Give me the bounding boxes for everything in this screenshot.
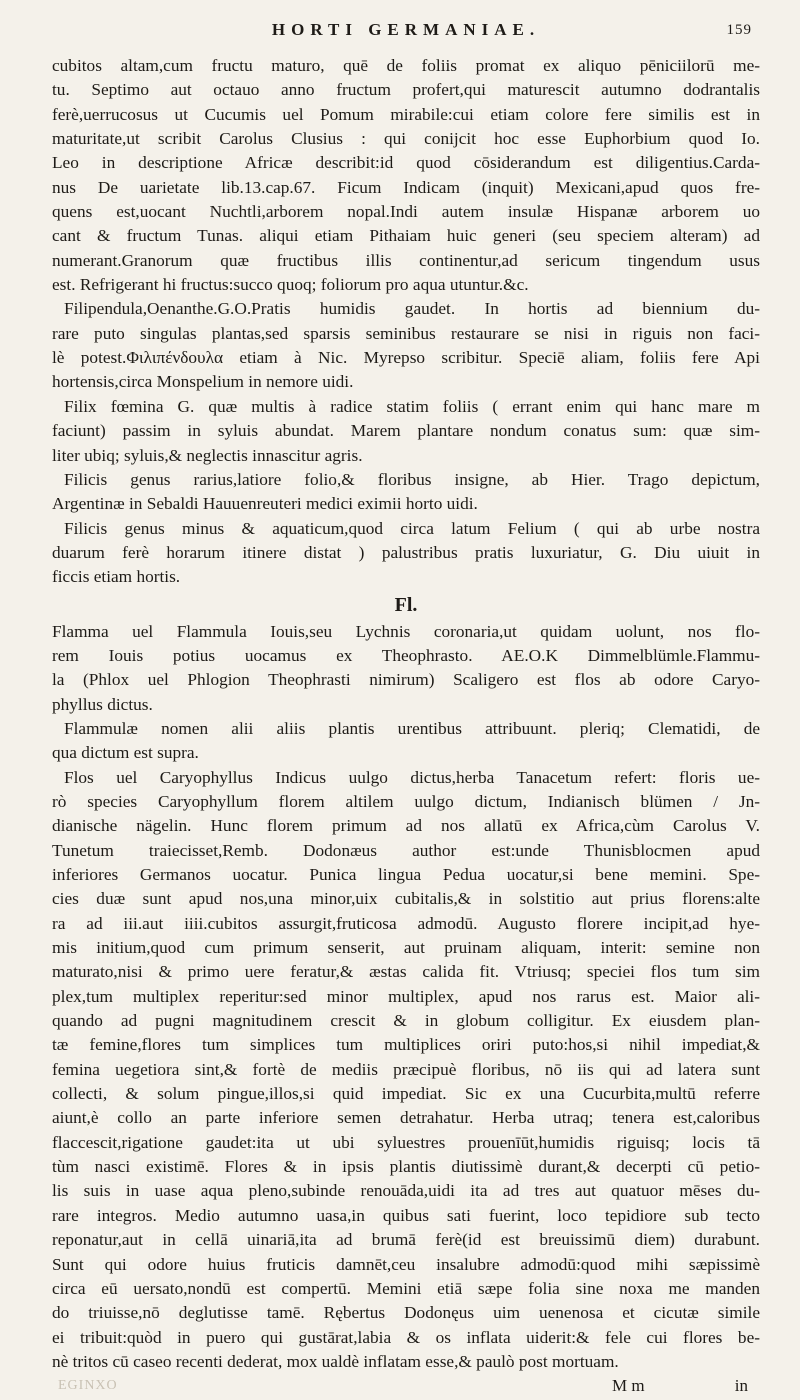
text-line: femina uegetiora sint,& fortè de mediis præcipuè floribus, nō iis qui ad latera sunt [52, 1059, 760, 1079]
text-line: qua dictum est supra. [52, 743, 199, 763]
text-line: faciunt) passim in syluis abundat. Marem plantare nondum conatus sum: quæ sim- [52, 421, 760, 441]
text-line: rare puto singulas plantas,sed sparsis seminibus restaurare se nisi in riguis non faci- [52, 323, 760, 343]
text-line: Filicis genus minus & aquaticum,quod circa latum Felium ( qui ab urbe nostra [64, 518, 760, 538]
text-line: lè potest.Φιλιπένδουλα etiam à Nic. Myrepso scribitur. Speciē aliam, foliis fere Api [52, 348, 760, 368]
text-line: nè tritos cū caseo recenti dederat, mox ualdè inflatam esse,& paulò post mortuam. [52, 1351, 619, 1371]
signature-mark: M m [612, 1376, 645, 1396]
text-line: cant & fructum Tunas. aliqui etiam Pithaiam huic generi (seu speciem alteram) ad [52, 226, 760, 246]
page-footer [52, 1376, 760, 1400]
text-line: tu. Septimo aut octauo anno fructum profert,qui maturescit autumno dodrantalis [52, 80, 760, 100]
text-line: est. Refrigerant hi fructus:succo quoq; foliorum pro aqua utuntur.&c. [52, 275, 529, 295]
text-line: inferiores Germanos uocatur. Punica lingua Pedua uocatur,si bene memini. Spe- [52, 865, 760, 884]
text-line: liter ubiq; syluis,& neglectis innascitur agris. [52, 445, 363, 465]
text-line: tùm nasci existimē. Flores & in ipsis plantis diutissimè durant,& decerpti cū petio- [52, 1157, 760, 1177]
text-line: cies duæ sunt apud nos,una minor,uix cubitalis,& in solstitio aut prius florens:alte [52, 889, 760, 909]
text-line: maturato,nisi & primo uere feratur,& æstas calida fit. Vtriusq; speciei flos tum sim [52, 962, 760, 982]
text-line: rem Iouis potius uocamus ex Theophrasto. AE.O.K Dimmelblümle.Flammu- [52, 645, 760, 665]
text-line: ra ad iii.aut iiii.cubitos assurgit,fruticosa admodū. Augusto florere incipit,ad hye- [52, 913, 760, 933]
running-title: HORTI GERMANIAE. [271, 20, 541, 39]
text-line: tæ femine,flores tum simplices tum multiplices oriri puto:hos,si nihil impediat,& [52, 1035, 760, 1055]
text-line: Filicis genus rarius,latiore folio,& floribus insigne, ab Hier. Trago depictum, [64, 469, 760, 489]
text-line: cubitos altam,cum fructu maturo, quē de foliis promat ex aliquo pēniciilorū me- [52, 56, 760, 75]
text-line: Filipendula,Oenanthe.G.O.Pratis humidis gaudet. In hortis ad biennium du- [64, 299, 760, 319]
text-line: rare integros. Medio autumno uasa,in quibus sati fuerint, loco tepidiore sub tecto [52, 1205, 760, 1225]
text-line: do triuisse,nō deglutisse tamē. Rębertus Dodonęus uim uenenosa et cicutæ simile [52, 1303, 760, 1323]
body-text [52, 54, 760, 1374]
text-line: collecti, & solum pingue,illos,si quid impediat. Sic ex una Cucurbita,multū referre [52, 1084, 760, 1104]
text-line: Flos uel Caryophyllus Indicus uulgo dictus,herba Tanacetum refert: floris ue- [64, 767, 760, 787]
text-line: mis initium,quod cum primum senserit, aut pruinam aliquam, interit: semine non [52, 938, 760, 958]
text-line: circa eū uersato,nondū est compertū. Memini etiā sæpe folia sine noxa me manden [52, 1278, 760, 1298]
text-line: Tunetum traiecisset,Remb. Dodonæus author est:unde Thunisblocmen apud [52, 840, 760, 860]
running-header [52, 20, 760, 54]
text-line: Filix fœmina G. quæ multis à radice statim foliis ( errant enim qui hanc mare m [64, 396, 760, 416]
text-line: rò species Caryophyllum florem altilem uulgo dictum, Indianisch blümen / Jn- [52, 791, 760, 811]
text-line: numerant.Granorum quæ fructibus illis continentur,ad sericum tingendum usus [52, 250, 760, 270]
library-stamp: EGINXO [58, 1378, 118, 1394]
text-line: phyllus dictus. [52, 694, 153, 714]
section-heading: Fl. [394, 593, 418, 616]
text-line: lis suis in uase aqua pleno,subinde renouāda,uidi ita ad tres aut quatuor mēses du- [52, 1181, 760, 1201]
text-line: ei tribuit:quòd in puero qui gustārat,labia & os inflata uiderit:& fele cui flores be- [52, 1327, 760, 1347]
text-line: hortensis,circa Monspelium in nemore uidi. [52, 372, 354, 392]
text-line: Sunt qui odore huius fruticis damnēt,ceu insalubre admodū:quod mihi sæpissimè [52, 1254, 760, 1274]
text-block-flamma-flos [52, 620, 760, 1375]
text-line: plex,tum multiplex reperitur:sed minor multiplex, apud nos rarus est. Maior ali- [52, 986, 760, 1006]
text-block-filipendula-filix [52, 54, 760, 590]
text-line: quando ad pugni magnitudinem crescit & in globum colligitur. Ex eiusdem plan- [52, 1011, 760, 1031]
text-line: nus De uarietate lib.13.cap.67. Ficum Indicam (inquit) Mexicani,apud quos fre- [52, 177, 760, 197]
text-line: Flammulæ nomen alii aliis plantis urentibus attribuunt. pleriq; Clematidi, de [64, 718, 760, 738]
text-line: dianische nägelin. Hunc florem primum ad nos allatū ex Africa,cùm Carolus V. [52, 816, 760, 836]
text-line: Flamma uel Flammula Iouis,seu Lychnis coronaria,ut quidam uolunt, nos flo- [52, 621, 760, 641]
text-line: aiunt,è collo an parte inferiore semen detrahatur. Herba utraq; tenera est,caloribus [52, 1108, 760, 1128]
text-line: Argentinæ in Sebaldi Hauuenreuteri medici eximii horto uidi. [52, 494, 478, 514]
text-line: ficcis etiam hortis. [52, 567, 181, 587]
text-line: la (Phlox uel Phlogion Theophrasti nimirum) Scaligero est flos ab odore Caryo- [52, 670, 760, 690]
catchword: in [734, 1376, 748, 1396]
text-line: reponatur,aut in cellā uinariā,ita ad brumā ferè(id est breuissimū diem) durabunt. [52, 1230, 760, 1250]
text-line: ferè,uerrucosus ut Cucumis uel Pomum mirabile:cui etiam colore fere similis est in [52, 104, 760, 124]
text-line: Leo in descriptione Africæ describit:id quod cōsiderandum est diligentius.Carda- [52, 153, 760, 173]
text-line: maturitate,ut scribit Carolus Clusius : qui conijcit hoc esse Euphorbium quod Io. [52, 129, 760, 149]
text-line: flaccescit,rigatione gaudet:ita ut ubi syluestres prouenīūt,humidis riguisq; locis tā [52, 1132, 760, 1152]
page-number: 159 [726, 22, 752, 38]
text-line: duarum ferè horarum itinere distat ) palustribus pratis luxuriatur, G. Diu uiuit in [52, 542, 760, 562]
text-line: quens est,uocant Nuchtli,arborem nopal.Indi autem insulæ Hispanæ arborem uo [52, 202, 760, 222]
